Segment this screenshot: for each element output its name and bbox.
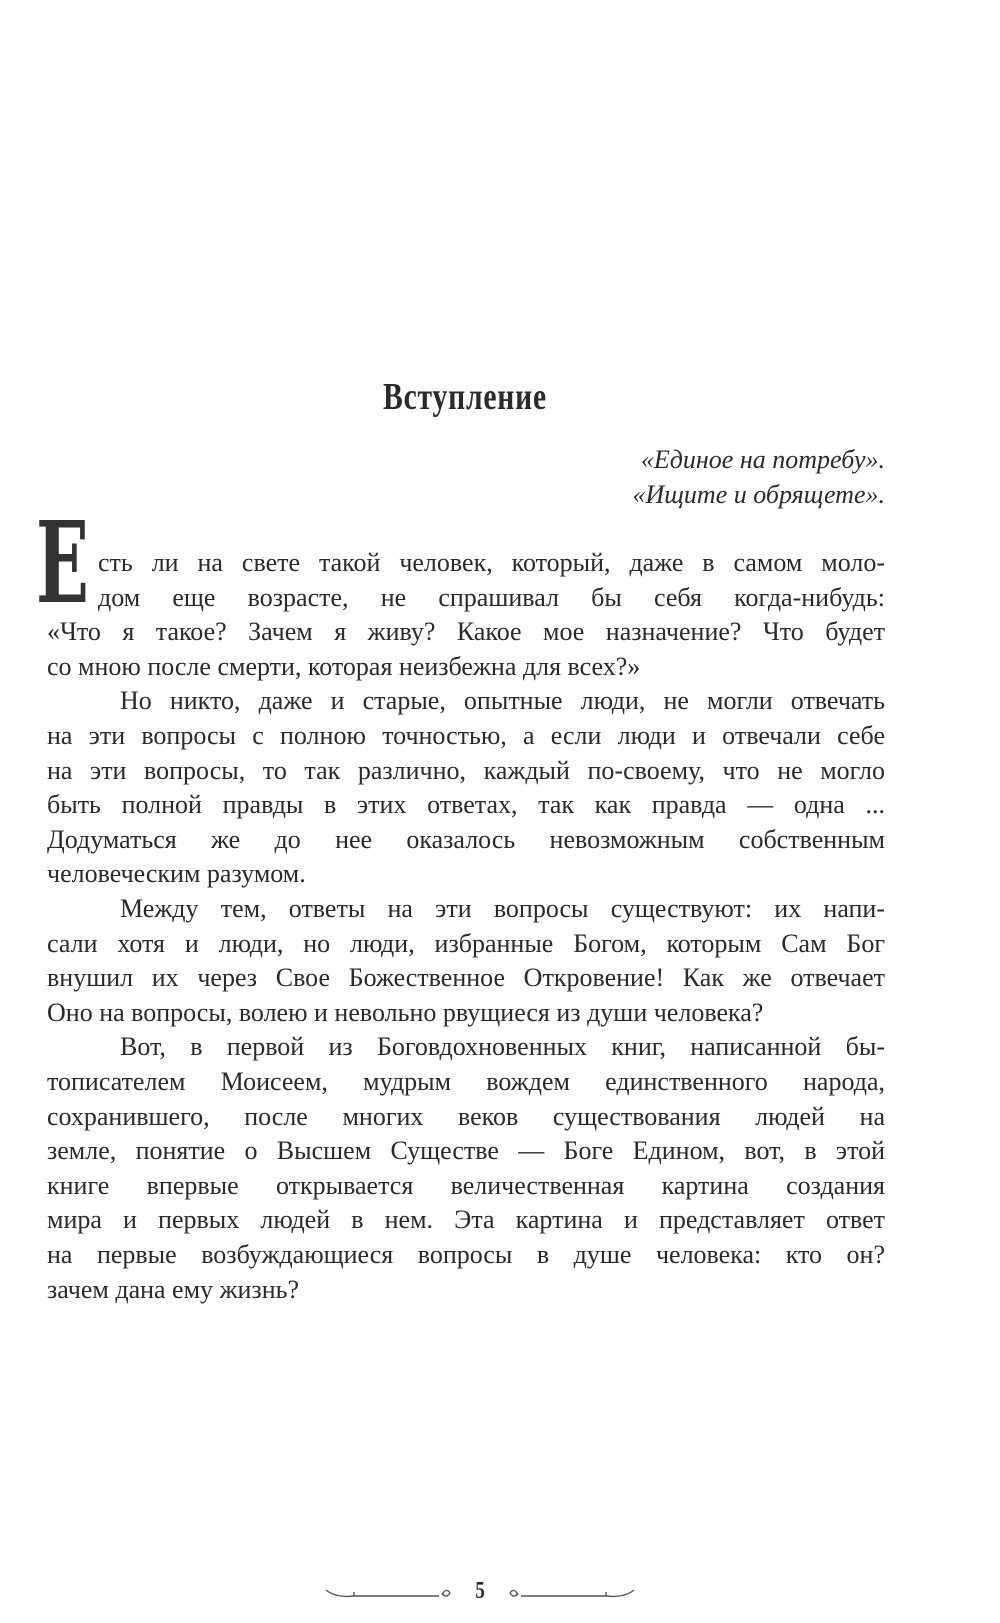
text-line: зачем дана ему жизнь?	[47, 1274, 300, 1304]
text-line: земле, понятие о Высшем Существе — Боге Едином, вот, в этой	[47, 1136, 885, 1166]
text-line: Но никто, даже и старые, опытные люди, не могли отвечать	[120, 686, 885, 716]
text-line: дом еще возрасте, не спрашивал бы себя когда-нибудь:	[98, 582, 885, 612]
text-line: быть полной правды в этих ответах, так как правда — одна ...	[47, 790, 885, 820]
page-number: 5	[475, 1578, 485, 1604]
left-ornament-icon	[324, 1582, 464, 1602]
epigraph-1: «Единое на потребу».	[640, 445, 885, 474]
text-line: сть ли на свете такой человек, который, даже в самом моло-	[98, 548, 885, 577]
text-line: сали хотя и люди, но люди, избранные Богом, которым Сам Бог	[47, 928, 885, 958]
text-line: сохранившего, после многих веков существования людей на	[47, 1101, 885, 1131]
text-line: на эти вопросы с полною точностью, а если люди и отвечали себе	[47, 721, 885, 750]
chapter-title: Вступление	[383, 376, 547, 419]
text-line: «Что я такое? Зачем я живу? Какое мое назначение? Что будет	[47, 617, 885, 647]
page-footer	[0, 1578, 960, 1605]
text-line: Оно на вопросы, волею и невольно рвущиеся из души человека?	[47, 997, 764, 1027]
text-line: человеческим разумом.	[47, 859, 306, 889]
text-line: Вот, в первой из Боговдохновенных книг, написанной бы-	[120, 1032, 885, 1062]
text-line: тописателем Моисеем, мудрым вождем единственного народа,	[47, 1067, 885, 1096]
text-line: Додуматься же до нее оказалось невозможным собственным	[47, 824, 885, 854]
right-ornament-icon	[496, 1582, 636, 1602]
text-line: внушил их через Свое Божественное Откровение! Как же отвечает	[47, 963, 885, 993]
text-line: со мною после смерти, которая неизбежна для всех?»	[47, 651, 641, 681]
text-line: на первые возбуждающиеся вопросы в душе человека: кто он?	[47, 1240, 885, 1269]
drop-cap: Е	[36, 498, 89, 629]
text-line: мира и первых людей в нем. Эта картина и представляет ответ	[47, 1205, 885, 1235]
text-line: на эти вопросы, то так различно, каждый по-своему, что не могло	[47, 755, 885, 785]
epigraph-2: «Ищите и обрящете».	[632, 480, 885, 509]
text-line: книге впервые открывается величественная картина создания	[47, 1170, 885, 1200]
text-line: Между тем, ответы на эти вопросы существуют: их напи-	[120, 894, 885, 923]
